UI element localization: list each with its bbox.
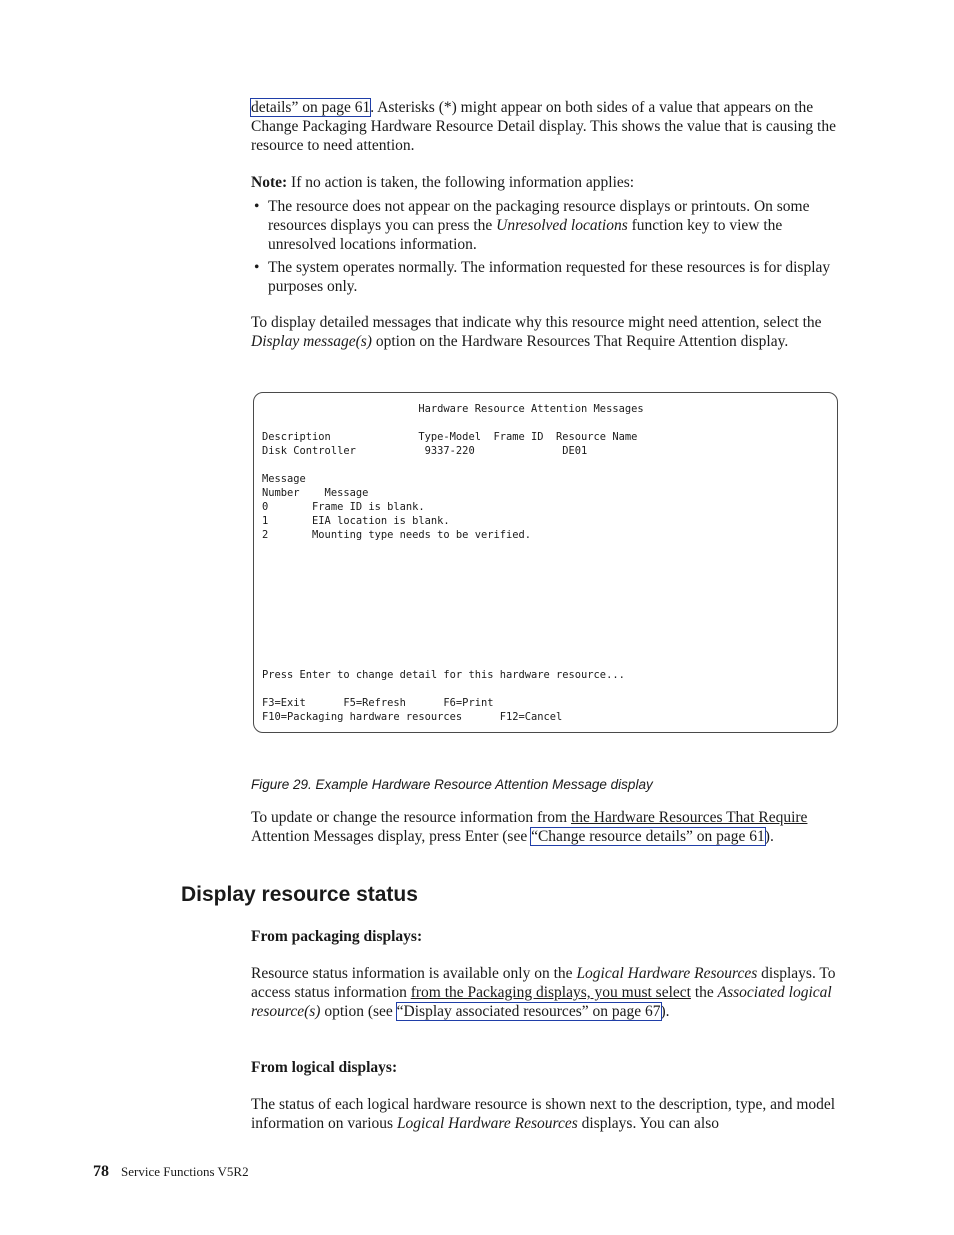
option-name: Display message(s) xyxy=(251,333,372,350)
book-title: Service Functions V5R2 xyxy=(121,1164,249,1179)
page-number: 78 xyxy=(93,1163,109,1180)
terminal-screen-figure xyxy=(253,392,838,733)
note-text: If no action is taken, the following information applies: xyxy=(287,174,635,191)
page-footer xyxy=(93,1163,249,1181)
paragraph-resource-status: Resource status information is available only on the Logical Hardware Resources displays. To access status information from the Packaging displays, you must select the Associated logical resource(s) option (see “Display associated resources” on page 67). xyxy=(251,965,836,1020)
screen-message-header: Message xyxy=(262,473,306,485)
paragraph-asterisks xyxy=(251,98,843,155)
screen-function-keys: F10=Packaging hardware resources F12=Cancel xyxy=(262,711,563,723)
paragraph-logical-status: The status of each logical hardware resource is shown next to the description, type, and model information on various Logical Hardware Resources displays. You can also xyxy=(251,1096,836,1132)
screen-message-row: 1 EIA location is blank. xyxy=(262,515,450,527)
screen-message-header: Number Message xyxy=(262,487,369,499)
screen-message-row: 0 Frame ID is blank. xyxy=(262,501,425,513)
function-key-name: Unresolved locations xyxy=(496,217,628,234)
bullet-list xyxy=(251,197,843,296)
xref-link-page-61[interactable]: details” on page 61 xyxy=(251,99,371,116)
note-label: Note: xyxy=(251,174,288,191)
screen-title: Hardware Resource Attention Messages xyxy=(262,403,644,415)
screen-resource-row: Disk Controller 9337-220 DE01 xyxy=(262,445,588,457)
paragraph-text: . Asterisks (*) might appear on both sides of a value that appears on the Change Packaging Hardware Resource Detail display. This shows the value that is causing the resource to need attention. xyxy=(251,99,836,154)
paragraph-update-resource: To update or change the resource information from the Hardware Resources That Require Attention Messages display, press Enter (see “Change resource details” on page 61). xyxy=(251,809,808,845)
screen-message-row: 2 Mounting type needs to be verified. xyxy=(262,529,531,541)
list-item: • The resource does not appear on the packaging resource displays or printouts. On some resources displays you can press the Unresolved locations function key to view the unresolved locations information. xyxy=(251,197,843,254)
paragraph-display-messages: To display detailed messages that indicate why this resource might need attention, select the Display message(s) option on the Hardware Resources That Require Attention display. xyxy=(251,314,822,350)
xref-link-display-associated-resources[interactable]: “Display associated resources” on page 67 xyxy=(396,1003,661,1020)
xref-link-change-resource-details[interactable]: “Change resource details” on page 61 xyxy=(531,828,765,845)
list-item: • The system operates normally. The information requested for these resources is for display purposes only. xyxy=(251,258,843,296)
subheading-logical: From logical displays: xyxy=(251,1059,398,1076)
figure-caption: Figure 29. Example Hardware Resource Attention Message display xyxy=(251,777,653,792)
screen-function-keys: F3=Exit F5=Refresh F6=Print xyxy=(262,697,494,709)
section-heading: Display resource status xyxy=(181,883,418,906)
note-paragraph xyxy=(251,173,843,192)
screen-column-headers: Description Type-Model Frame ID Resource Name xyxy=(262,431,638,443)
subheading-packaging: From packaging displays: xyxy=(251,928,423,945)
screen-prompt: Press Enter to change detail for this hardware resource... xyxy=(262,669,625,681)
